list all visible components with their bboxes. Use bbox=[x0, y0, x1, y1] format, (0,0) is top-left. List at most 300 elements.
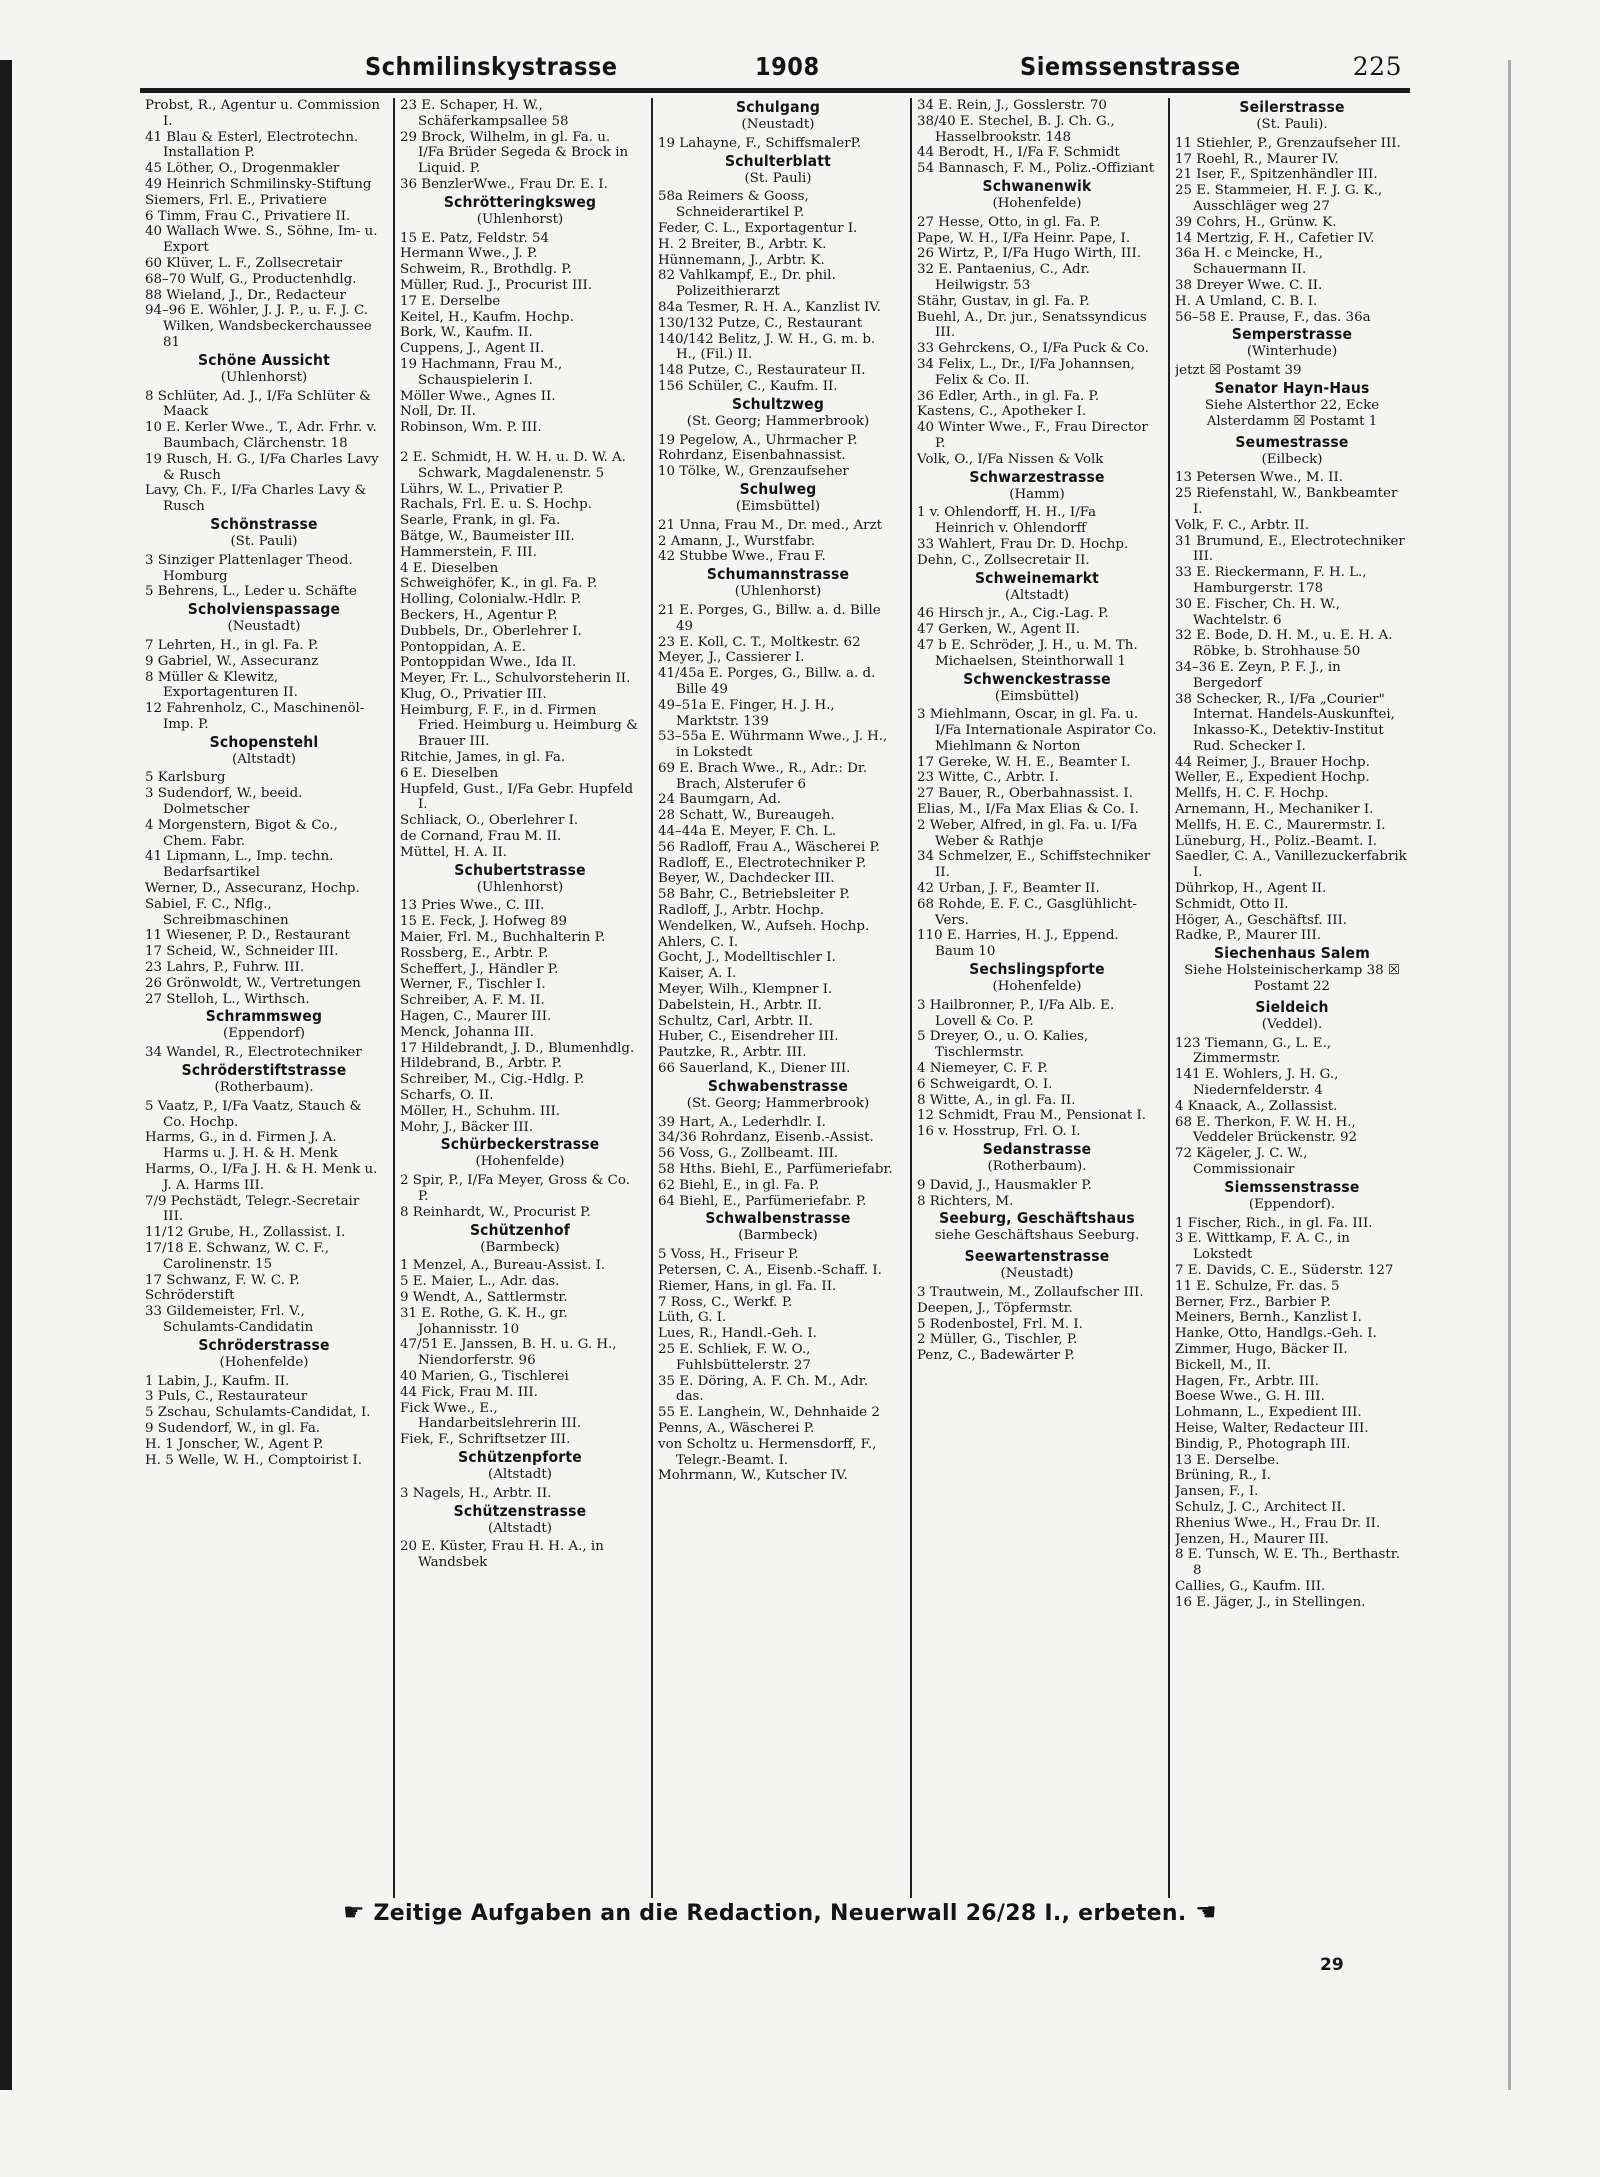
street-block bbox=[917, 960, 1157, 1140]
resident-entry: Bickell, M., II. bbox=[1175, 1357, 1272, 1373]
resident-entry: Werner, F., Tischler I. bbox=[400, 977, 546, 993]
street-name: Schwanenwik bbox=[982, 176, 1092, 195]
resident-entry: Fiek, F., Schriftsetzer III. bbox=[400, 1432, 571, 1448]
resident-entry: 1 Labin, J., Kaufm. II. bbox=[145, 1373, 290, 1389]
resident-entry: 1 v. Ohlendorff, H. H., I/Fa Heinrich v. Ohlendorff bbox=[917, 505, 1097, 537]
street-district: (Barmbeck) bbox=[480, 1239, 560, 1255]
street-block bbox=[1175, 944, 1409, 995]
resident-entry: Bätge, W., Baumeister III. bbox=[400, 528, 575, 544]
street-district: (Eppendorf) bbox=[223, 1026, 305, 1042]
street-district: (Uhlenhorst) bbox=[220, 369, 308, 385]
street-district: (Hohenfelde) bbox=[219, 1354, 309, 1370]
street-district: (Hamm) bbox=[1009, 486, 1065, 502]
street-district: (St. Pauli). bbox=[1256, 117, 1328, 132]
resident-entry: 20 E. Küster, Frau H. H. A., in Wandsbek bbox=[400, 1539, 604, 1571]
resident-entry: 44 Fick, Frau M. III. bbox=[400, 1384, 538, 1400]
resident-entry: H. A Umland, C. B. I. bbox=[1175, 293, 1318, 309]
resident-entry: 34/36 Rohrdanz, Eisenb.-Assist. bbox=[658, 1130, 874, 1146]
resident-entry: Buehl, A., Dr. jur., Senatssyndicus III. bbox=[917, 309, 1147, 341]
resident-entry: 34 Wandel, R., Electrotechniker bbox=[145, 1045, 362, 1061]
resident-entry: 9 Gabriel, W., Assecuranz bbox=[145, 653, 319, 669]
resident-entry: 12 Fahrenholz, C., Maschinenöl-Imp. P. bbox=[145, 701, 365, 732]
street-block bbox=[658, 565, 898, 1077]
street-block bbox=[917, 569, 1157, 670]
street-district: (St. Georg; Hammerbrook) bbox=[686, 413, 870, 429]
resident-entry: Scheffert, J., Händler P. bbox=[400, 961, 559, 977]
resident-entry: 8 Richters, M. bbox=[917, 1193, 1014, 1209]
resident-entry: 13 Petersen Wwe., M. II. bbox=[1175, 470, 1343, 486]
resident-entry: 45 Löther, O., Drogenmakler bbox=[145, 161, 340, 177]
resident-entry: Hünnemann, J., Arbtr. K. bbox=[658, 252, 825, 268]
resident-entry: Gocht, J., Modelltischler I. bbox=[658, 950, 836, 966]
resident-entry: 33 Gehrckens, O., I/Fa Puck & Co. bbox=[917, 341, 1149, 357]
street-block bbox=[658, 1077, 898, 1210]
resident-entry: 21 Iser, F., Spitzenhändler III. bbox=[1175, 167, 1378, 183]
resident-entry: 13 Pries Wwe., C. III. bbox=[400, 898, 545, 914]
street-district: (St. Pauli) bbox=[744, 170, 812, 186]
resident-entry: 11 E. Schulze, Fr. das. 5 bbox=[1175, 1278, 1340, 1294]
resident-entry: 15 E. Patz, Feldstr. 54 bbox=[400, 230, 549, 246]
resident-entry: Radloff, J., Arbtr. Hochp. bbox=[658, 903, 825, 919]
street-name: Senator Hayn-Haus bbox=[1214, 378, 1370, 397]
resident-entry: 56 Voss, G., Zollbeamt. III. bbox=[658, 1146, 839, 1162]
resident-entry: 5 Vaatz, P., I/Fa Vaatz, Stauch & Co. Hochp. bbox=[145, 1098, 362, 1130]
street-name: Schwarzestrasse bbox=[969, 467, 1105, 486]
street-heading bbox=[400, 1502, 640, 1537]
resident-entry: Saedler, C. A., Vanillezuckerfabrik I. bbox=[1175, 849, 1407, 881]
resident-entry: Höger, A., Geschäftsf. III. bbox=[1175, 912, 1348, 928]
street-district: (Uhlenhorst) bbox=[476, 211, 564, 227]
street-block bbox=[145, 1336, 383, 1469]
resident-entry: Scharfs, O. II. bbox=[400, 1088, 494, 1104]
resident-entry: Schweim, R., Brothdlg. P. bbox=[400, 262, 572, 278]
street-heading bbox=[1175, 325, 1409, 360]
street-name: Schrammsweg bbox=[205, 1007, 323, 1026]
resident-entry: 4 E. Dieselben bbox=[400, 560, 499, 576]
resident-entry: 11/12 Grube, H., Zollassist. I. bbox=[145, 1225, 346, 1241]
resident-entry: Penz, C., Badewärter P. bbox=[917, 1348, 1075, 1364]
resident-entry: 3 Miehlmann, Oscar, in gl. Fa. u. I/Fa Internationale Aspirator Co. Miehlmann & Norton bbox=[917, 707, 1157, 754]
resident-entry: 25 E. Schliek, F. W. O., Fuhlsbüttelerstr. 27 bbox=[658, 1341, 811, 1373]
resident-entry: 1 Menzel, A., Bureau-Assist. I. bbox=[400, 1258, 606, 1274]
resident-entry: Petersen, C. A., Eisenb.-Schaff. I. bbox=[658, 1263, 882, 1278]
resident-entry: 31 Brumund, E., Electrotechniker III. bbox=[1175, 533, 1405, 565]
resident-entry: Sabiel, F. C., Nflg., Schreibmaschinen bbox=[145, 896, 289, 928]
resident-entry: 56 Radloff, Frau A., Wäscherei P. bbox=[658, 839, 881, 855]
resident-entry: 8 Reinhardt, W., Procurist P. bbox=[400, 1204, 591, 1220]
street-district: (Altstadt) bbox=[488, 1520, 552, 1536]
resident-entry: 68 E. Therkon, F. W. H. H., Veddeler Brückenstr. 92 bbox=[1175, 1114, 1358, 1146]
resident-entry: jetzt ☒ Postamt 39 bbox=[1175, 363, 1302, 379]
resident-entry: 23 E. Koll, C. T., Moltkestr. 62 bbox=[658, 634, 861, 650]
resident-entry: Fick Wwe., E., Handarbeitslehrerin III. bbox=[400, 1400, 582, 1432]
resident-entry: 2 Amann, J., Wurstfabr. bbox=[658, 533, 816, 549]
sheet-number: 29 bbox=[1320, 1955, 1344, 1975]
resident-entry: Brüning, R., I. bbox=[1175, 1468, 1271, 1484]
resident-entry: Harms, O., I/Fa J. H. & H. Menk u. J. A. Harms III. bbox=[145, 1162, 378, 1193]
street-district: (Veddel). bbox=[1261, 1016, 1323, 1032]
street-heading bbox=[658, 395, 898, 430]
street-block bbox=[400, 193, 640, 436]
resident-entry: 2 Weber, Alfred, in gl. Fa. u. I/Fa Weber & Rathje bbox=[917, 817, 1138, 849]
street-block bbox=[1175, 325, 1409, 379]
resident-entry: 69 E. Brach Wwe., R., Adr.: Dr. Brach, Alsterufer 6 bbox=[658, 760, 868, 792]
resident-entry: Hagen, C., Maurer III. bbox=[400, 1009, 552, 1025]
resident-entry: 36 BenzlerWwe., Frau Dr. E. I. bbox=[400, 176, 608, 192]
resident-entry: 40 Winter Wwe., F., Frau Director P. bbox=[917, 420, 1148, 451]
resident-entry: 38 Dreyer Wwe. C. II. bbox=[1175, 277, 1323, 293]
column-3 bbox=[658, 98, 898, 1898]
resident-entry: 156 Schüler, C., Kaufm. II. bbox=[658, 378, 838, 394]
street-name: Schönstrasse bbox=[210, 514, 318, 533]
resident-entry: 7/9 Pechstädt, Telegr.-Secretair III. bbox=[145, 1193, 360, 1225]
resident-entry: Bindig, P., Photograph III. bbox=[1175, 1436, 1351, 1452]
resident-entry: 130/132 Putze, C., Restaurant bbox=[658, 315, 863, 331]
page-edge bbox=[1508, 60, 1511, 2090]
resident-entry: H. 5 Welle, W. H., Comptoirist I. bbox=[145, 1452, 362, 1468]
resident-entry: 17 Scheid, W., Schneider III. bbox=[145, 944, 339, 960]
column-5 bbox=[1175, 98, 1409, 1898]
resident-entry: 12 Schmidt, Frau M., Pensionat I. bbox=[917, 1108, 1147, 1124]
resident-entry: Penns, A., Wäscherei P. bbox=[658, 1420, 815, 1436]
street-name: Semperstrasse bbox=[1231, 325, 1353, 344]
street-heading bbox=[1175, 433, 1409, 468]
resident-entry: Boese Wwe., G. H. III. bbox=[1175, 1389, 1325, 1405]
resident-entry: 4 Knaack, A., Zollassist. bbox=[1175, 1098, 1338, 1114]
resident-entry: Heise, Walter, Redacteur III. bbox=[1175, 1420, 1369, 1436]
street-name: Schwabenstrasse bbox=[707, 1076, 849, 1095]
page-header bbox=[140, 52, 1410, 93]
street-name: Schweinemarkt bbox=[974, 568, 1100, 587]
street-heading bbox=[658, 480, 898, 515]
resident-entry: 49–51a E. Finger, H. J. H., Marktstr. 139 bbox=[658, 697, 835, 729]
resident-entry: 23 Lahrs, P., Fuhrw. III. bbox=[145, 960, 305, 976]
resident-entry: 94–96 E. Wöhler, J. J. P., u. F. J. C. Wilken, Wandsbeckerchaussee 81 bbox=[145, 303, 372, 350]
resident-entry: 72 Kägeler, J. C. W., Commissionair bbox=[1175, 1146, 1308, 1178]
resident-entry: 36 Edler, Arth., in gl. Fa. P. bbox=[917, 388, 1100, 404]
street-heading bbox=[917, 670, 1157, 705]
resident-entry: Jansen, F., I. bbox=[1175, 1484, 1259, 1500]
resident-entry: 47 Gerken, W., Agent II. bbox=[917, 622, 1080, 638]
resident-entry: Werner, D., Assecuranz, Hochp. bbox=[145, 881, 360, 897]
resident-entry: 6 E. Dieselben bbox=[400, 765, 499, 781]
resident-entry: 33 Gildemeister, Frl. V., Schulamts-Candidatin bbox=[145, 1304, 314, 1335]
street-district: (Altstadt) bbox=[488, 1466, 552, 1482]
resident-entry: Schreiber, M., Cig.-Hdlg. P. bbox=[400, 1072, 585, 1088]
street-name: Schützenhof bbox=[469, 1220, 571, 1239]
resident-entry: 41/45a E. Porges, G., Billw. a. d. Bille 49 bbox=[658, 666, 876, 697]
resident-entry: Elias, M., I/Fa Max Elias & Co. I. bbox=[917, 802, 1139, 818]
resident-entry: 2 Spir, P., I/Fa Meyer, Gross & Co. P. bbox=[400, 1173, 630, 1204]
street-block bbox=[145, 1061, 383, 1336]
resident-entry: 7 E. Davids, C. E., Süderstr. 127 bbox=[1175, 1263, 1394, 1278]
resident-entry: Dehn, C., Zollsecretair II. bbox=[917, 552, 1090, 568]
street-block bbox=[917, 1140, 1157, 1209]
resident-entry: Rachals, Frl. E. u. S. Hochp. bbox=[400, 497, 592, 513]
street-block bbox=[145, 98, 383, 351]
resident-entry: Mohrmann, W., Kutscher IV. bbox=[658, 1468, 848, 1484]
street-heading bbox=[658, 1077, 898, 1112]
resident-entry: 42 Urban, J. F., Beamter II. bbox=[917, 881, 1100, 897]
header-right-street: Siemssenstrasse bbox=[1020, 52, 1241, 81]
resident-entry: Zimmer, Hugo, Bäcker II. bbox=[1175, 1341, 1348, 1357]
resident-entry: Deepen, J., Töpfermstr. bbox=[917, 1300, 1073, 1316]
street-block bbox=[400, 98, 640, 193]
resident-entry: Mohr, J., Bäcker III. bbox=[400, 1119, 534, 1135]
header-year: 1908 bbox=[755, 52, 820, 81]
street-name: Schrötteringksweg bbox=[443, 192, 597, 211]
resident-entry: 40 Wallach Wwe. S., Söhne, Im- u. Export bbox=[145, 224, 378, 256]
street-block bbox=[1175, 1178, 1409, 1611]
street-block bbox=[400, 1448, 640, 1502]
resident-entry: 3 E. Wittkamp, F. A. C., in Lokstedt bbox=[1175, 1231, 1350, 1263]
street-name: Schulterblatt bbox=[724, 151, 832, 170]
street-name: Sedanstrasse bbox=[982, 1140, 1092, 1159]
resident-entry: 21 E. Porges, G., Billw. a. d. Bille 49 bbox=[658, 602, 881, 634]
resident-entry: 2 E. Schmidt, H. W. H. u. D. W. A. Schwark, Magdalenenstr. 5 bbox=[400, 449, 626, 481]
resident-entry: 19 Rusch, H. G., I/Fa Charles Lavy & Rusch bbox=[145, 451, 379, 483]
street-district: (Uhlenhorst) bbox=[734, 584, 822, 600]
resident-entry: 5 Voss, H., Friseur P. bbox=[658, 1247, 799, 1263]
resident-entry: 29 Brock, Wilhelm, in gl. Fa. u. I/Fa Brüder Segeda & Brock in Liquid. P. bbox=[400, 129, 629, 177]
resident-entry: 6 Schweigardt, O. I. bbox=[917, 1076, 1053, 1092]
resident-entry: 44–44a E. Meyer, F. Ch. L. bbox=[658, 824, 837, 840]
resident-entry: 46 Hirsch jr., A., Cig.-Lag. P. bbox=[917, 606, 1109, 622]
resident-entry: 9 Sudendorf, W., in gl. Fa. bbox=[145, 1420, 321, 1436]
resident-entry: Feder, C. L., Exportagentur I. bbox=[658, 220, 858, 236]
resident-entry: Schultz, Carl, Arbtr. II. bbox=[658, 1013, 813, 1029]
street-name: Schultzweg bbox=[731, 394, 825, 413]
resident-entry: 17 Schwanz, F. W. C. P. bbox=[145, 1272, 300, 1288]
street-block bbox=[400, 1135, 640, 1220]
resident-entry: 19 Lahayne, F., SchiffsmalerP. bbox=[658, 135, 862, 151]
street-block bbox=[917, 98, 1157, 177]
resident-entry: 7 Lehrten, H., in gl. Fa. P. bbox=[145, 637, 319, 653]
resident-entry: Hermann Wwe., J. P. bbox=[400, 246, 538, 262]
resident-entry: 5 Karlsburg bbox=[145, 770, 226, 786]
resident-entry: 25 Riefenstahl, W., Bankbeamter I. bbox=[1175, 486, 1398, 517]
resident-entry: 13 E. Derselbe. bbox=[1175, 1452, 1280, 1468]
resident-entry: Noll, Dr. II. bbox=[400, 404, 476, 420]
street-name: Sechslingspforte bbox=[969, 960, 1105, 979]
resident-entry: 24 Baumgarn, Ad. bbox=[658, 792, 782, 808]
resident-entry: Müttel, H. A. II. bbox=[400, 844, 508, 860]
column-rule bbox=[1168, 98, 1170, 1898]
resident-entry: 140/142 Belitz, J. W. H., G. m. b. H., (Fil.) II. bbox=[658, 331, 876, 363]
street-district: (Hohenfelde) bbox=[475, 1154, 565, 1170]
resident-entry: 49 Heinrich Schmilinsky-Stiftung bbox=[145, 176, 372, 192]
resident-entry: 32 E. Pantaenius, C., Adr. Heilwigstr. 53 bbox=[917, 262, 1090, 293]
street-block bbox=[658, 480, 898, 565]
resident-entry: Holling, Colonialw.-Hdlr. P. bbox=[400, 592, 582, 608]
resident-entry: 5 Dreyer, O., u. O. Kalies, Tischlermstr. bbox=[917, 1029, 1089, 1061]
resident-entry: 58 Bahr, C., Betriebsleiter P. bbox=[658, 887, 850, 903]
resident-entry: Jenzen, H., Maurer III. bbox=[1175, 1531, 1329, 1547]
resident-entry: 3 Nagels, H., Arbtr. II. bbox=[400, 1485, 552, 1501]
resident-entry: Hagen, Fr., Arbtr. III. bbox=[1175, 1373, 1319, 1389]
resident-entry: 10 E. Kerler Wwe., T., Adr. Frhr. v. Baumbach, Clärchenstr. 18 bbox=[145, 420, 377, 451]
resident-entry: 55 E. Langhein, W., Dehnhaide 2 bbox=[658, 1405, 880, 1421]
resident-entry: 34 Schmelzer, E., Schiffstechniker II. bbox=[917, 849, 1151, 881]
resident-entry: 31 E. Rothe, G. K. H., gr. Johannisstr. 10 bbox=[400, 1305, 568, 1337]
street-heading bbox=[1175, 944, 1409, 995]
street-block bbox=[400, 861, 640, 1136]
column-2 bbox=[400, 98, 640, 1898]
street-block bbox=[1175, 433, 1409, 945]
street-name: Schröderstrasse bbox=[198, 1335, 330, 1354]
resident-entry: Volk, O., I/Fa Nissen & Volk bbox=[917, 451, 1104, 467]
resident-entry: Harms, G., in d. Firmen J. A. Harms u. J. H. & H. Menk bbox=[145, 1130, 338, 1162]
street-heading bbox=[658, 565, 898, 600]
street-district: (Winterhude) bbox=[1246, 344, 1338, 360]
street-name: Schützenpforte bbox=[458, 1447, 582, 1466]
resident-entry: Pape, W. H., I/Fa Heinr. Pape, I. bbox=[917, 230, 1131, 246]
resident-entry: 8 Schlüter, Ad. J., I/Fa Schlüter & Maack bbox=[145, 388, 372, 420]
resident-entry: 17/18 E. Schwanz, W. C. F., Carolinenstr. 15 bbox=[145, 1241, 330, 1272]
resident-entry: Cuppens, J., Agent II. bbox=[400, 341, 545, 357]
street-block bbox=[145, 1007, 383, 1061]
resident-entry: Radke, P., Maurer III. bbox=[1175, 928, 1321, 944]
resident-entry: 16 v. Hosstrup, Frl. O. I. bbox=[917, 1124, 1081, 1140]
street-block bbox=[917, 468, 1157, 569]
resident-entry: Wendelken, W., Aufseh. Hochp. bbox=[658, 918, 870, 934]
street-name: Seumestrasse bbox=[1235, 432, 1349, 451]
street-name: Seeburg, Geschäftshaus bbox=[939, 1209, 1135, 1228]
resident-entry: Meyer, J., Cassierer I. bbox=[658, 650, 805, 666]
resident-entry: 15 E. Feck, J. Hofweg 89 bbox=[400, 914, 567, 930]
street-block bbox=[917, 177, 1157, 468]
street-heading bbox=[1175, 379, 1409, 430]
resident-entry: Kastens, C., Apotheker I. bbox=[917, 404, 1087, 420]
street-block bbox=[145, 733, 383, 1008]
resident-entry: 9 Wendt, A., Sattlermstr. bbox=[400, 1289, 568, 1305]
resident-entry: Siemers, Frl. E., Privatiere bbox=[145, 192, 327, 208]
resident-entry: von Scholtz u. Hermensdorff, F., Telegr.-Beamt. I. bbox=[658, 1436, 877, 1468]
street-heading bbox=[1175, 98, 1409, 133]
resident-entry: 88 Wieland, J., Dr., Redacteur bbox=[145, 287, 346, 303]
resident-entry: 16 E. Jäger, J., in Stellingen. bbox=[1175, 1594, 1366, 1610]
resident-entry: 41 Blau & Esterl, Electrotechn. Installation P. bbox=[145, 129, 359, 161]
street-name: Schulgang bbox=[735, 98, 821, 116]
street-heading bbox=[400, 1448, 640, 1483]
resident-entry: Radloff, E., Electrotechniker P. bbox=[658, 855, 867, 871]
street-heading bbox=[658, 98, 898, 133]
resident-entry: 1 Fischer, Rich., in gl. Fa. III. bbox=[1175, 1215, 1373, 1231]
resident-entry: 33 E. Rieckermann, F. H. L., Hamburgerstr. 178 bbox=[1175, 565, 1367, 596]
resident-entry: 47 b E. Schröder, J. H., u. M. Th. Michaelsen, Steinthorwall 1 bbox=[917, 637, 1138, 669]
resident-entry: 32 E. Bode, D. H. M., u. E. H. A. Röbke, b. Strohhause 50 bbox=[1175, 628, 1393, 660]
street-block bbox=[658, 152, 898, 395]
resident-entry: 17 Gereke, W. H. E., Beamter I. bbox=[917, 754, 1131, 770]
street-block bbox=[145, 351, 383, 515]
pointing-hand-icon: ☛ bbox=[343, 1898, 374, 1926]
street-name: Schöne Aussicht bbox=[197, 350, 331, 369]
resident-entry: 5 Rodenbostel, Frl. M. I. bbox=[917, 1316, 1083, 1332]
street-name: Schützenstrasse bbox=[453, 1501, 587, 1520]
street-heading bbox=[917, 1140, 1157, 1175]
street-name: Siechenhaus Salem bbox=[1214, 944, 1370, 963]
resident-entry: 8 Witte, A., in gl. Fa. II. bbox=[917, 1092, 1076, 1108]
resident-entry: Lavy, Ch. F., I/Fa Charles Lavy & Rusch bbox=[145, 483, 367, 515]
street-block bbox=[145, 515, 383, 600]
street-name: Siemssenstrasse bbox=[1224, 1177, 1360, 1196]
resident-entry: 11 Stiehler, P., Grenzaufseher III. bbox=[1175, 135, 1401, 151]
street-name: Schumannstrasse bbox=[706, 565, 850, 584]
resident-entry: de Cornand, Frau M. II. bbox=[400, 829, 562, 845]
column-1 bbox=[145, 98, 383, 1898]
resident-entry: 64 Biehl, E., Parfümeriefabr. P. bbox=[658, 1193, 867, 1209]
resident-entry: 44 Berodt, H., I/Fa F. Schmidt bbox=[917, 145, 1120, 161]
street-district: (Neustadt) bbox=[1000, 1266, 1074, 1282]
street-district: (Hohenfelde) bbox=[992, 979, 1082, 995]
resident-entry: Hammerstein, F. III. bbox=[400, 544, 537, 560]
street-district: (Rotherbaum). bbox=[214, 1080, 314, 1096]
street-heading bbox=[145, 1007, 383, 1042]
resident-entry: Probst, R., Agentur u. Commission I. bbox=[145, 98, 380, 129]
street-heading bbox=[145, 351, 383, 386]
resident-entry: 68 Rohde, E. F. C., Gasglühlicht-Vers. bbox=[917, 896, 1137, 928]
resident-entry: Arnemann, H., Mechaniker I. bbox=[1175, 802, 1374, 818]
street-heading bbox=[917, 960, 1157, 995]
street-district: (Eppendorf). bbox=[1248, 1196, 1336, 1212]
resident-entry: 17 E. Derselbe bbox=[400, 293, 501, 309]
street-name: Seewartenstrasse bbox=[964, 1247, 1110, 1266]
resident-entry: Menck, Johanna III. bbox=[400, 1024, 535, 1040]
resident-entry: Rossberg, E., Arbtr. P. bbox=[400, 945, 549, 961]
resident-entry: 17 Roehl, R., Maurer IV. bbox=[1175, 151, 1339, 167]
street-block bbox=[1175, 98, 1409, 325]
resident-entry: 141 E. Wohlers, J. H. G., Niedernfelderstr. 4 bbox=[1175, 1067, 1339, 1099]
resident-entry: 56–58 E. Prause, F., das. 36a bbox=[1175, 309, 1371, 325]
resident-entry: 4 Morgenstern, Bigot & Co., Chem. Fabr. bbox=[145, 817, 338, 849]
street-heading bbox=[145, 1061, 383, 1096]
street-block bbox=[658, 395, 898, 480]
street-reference: siehe Geschäftshaus Seeburg. bbox=[934, 1228, 1140, 1244]
street-name: Sieldeich bbox=[1255, 997, 1329, 1016]
resident-entry: Möller Wwe., Agnes II. bbox=[400, 388, 556, 404]
resident-entry: Pontoppidan Wwe., Ida II. bbox=[400, 655, 577, 671]
resident-entry: 41 Lipmann, L., Imp. techn. Bedarfsartikel bbox=[145, 849, 334, 881]
resident-entry: Kaiser, A. I. bbox=[658, 966, 737, 982]
resident-entry: Schliack, O., Oberlehrer I. bbox=[400, 813, 579, 829]
street-name: Schubertstrasse bbox=[454, 860, 586, 879]
resident-entry: Searle, Frank, in gl. Fa. bbox=[400, 513, 561, 529]
street-district: (Eimsbüttel) bbox=[994, 688, 1080, 704]
street-name: Schwalbenstrasse bbox=[705, 1209, 851, 1228]
resident-entry: 21 Unna, Frau M., Dr. med., Arzt bbox=[658, 517, 883, 533]
resident-entry: Lüneburg, H., Poliz.-Beamt. I. bbox=[1175, 833, 1378, 849]
resident-entry: 60 Klüver, L. F., Zollsecretair bbox=[145, 255, 343, 271]
resident-entry: 3 Trautwein, M., Zollaufscher III. bbox=[917, 1285, 1144, 1300]
resident-entry: Mellfs, H. C. F. Hochp. bbox=[1175, 786, 1329, 802]
street-heading bbox=[917, 468, 1157, 503]
street-district: (St. Pauli) bbox=[230, 533, 298, 549]
resident-entry: Robinson, Wm. P. III. bbox=[400, 420, 542, 436]
resident-entry: Klug, O., Privatier III. bbox=[400, 686, 547, 702]
resident-entry: Hanke, Otto, Handlgs.-Geh. I. bbox=[1175, 1326, 1377, 1342]
resident-entry: Pontoppidan, A. E. bbox=[400, 639, 526, 655]
resident-entry: Volk, F. C., Arbtr. II. bbox=[1175, 517, 1309, 533]
resident-entry: Callies, G., Kaufm. III. bbox=[1175, 1578, 1326, 1594]
resident-entry: 84a Tesmer, R. H. A., Kanzlist IV. bbox=[658, 299, 881, 315]
resident-entry: Berner, Frz., Barbier P. bbox=[1175, 1294, 1331, 1310]
street-district: (Barmbeck) bbox=[738, 1228, 818, 1244]
street-heading bbox=[917, 1209, 1157, 1244]
street-heading bbox=[145, 1336, 383, 1371]
resident-entry: Lohmann, L., Expedient III. bbox=[1175, 1405, 1362, 1421]
resident-entry: 44 Reimer, J., Brauer Hochp. bbox=[1175, 754, 1370, 770]
header-left-street: Schmilinskystrasse bbox=[365, 52, 618, 81]
